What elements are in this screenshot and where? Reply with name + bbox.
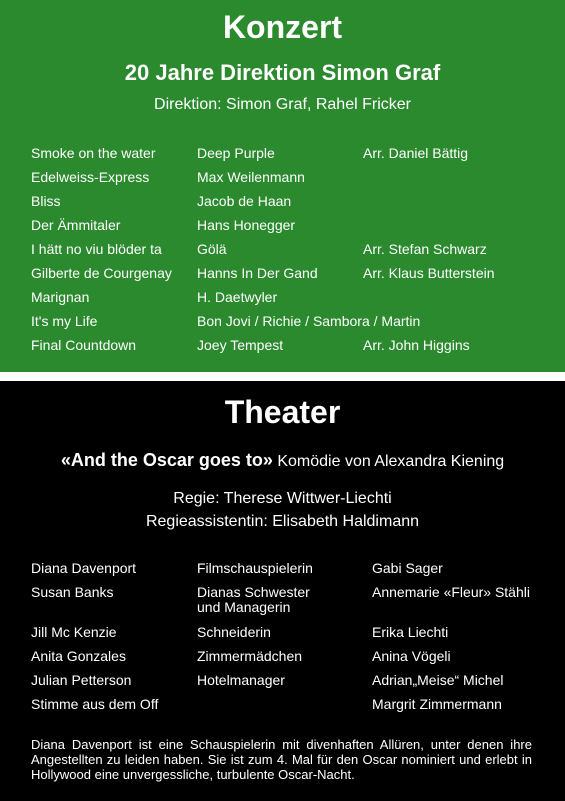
cast-role: Anita Gonzales bbox=[31, 648, 126, 664]
program-composer: Max Weilenmann bbox=[197, 169, 305, 185]
cast-description: Filmschauspielerin bbox=[197, 560, 313, 576]
program-piece: I hätt no viu blöder ta bbox=[31, 241, 162, 257]
play-subtitle: Komödie von Alexandra Kiening bbox=[277, 453, 505, 470]
cast-actor: Erika Liechti bbox=[372, 624, 449, 640]
cast-description: Schneiderin bbox=[197, 624, 271, 640]
cast-description: Hotelmanager bbox=[197, 672, 285, 688]
program-arranger: Arr. John Higgins bbox=[363, 337, 470, 353]
program-arranger: Arr. Daniel Bättig bbox=[363, 145, 469, 161]
theater-direction: Regie: Therese Wittwer-Liechti bbox=[173, 490, 392, 507]
program-composer: Hans Honegger bbox=[197, 217, 296, 233]
cast-role: Julian Petterson bbox=[31, 672, 132, 688]
program-piece: Final Countdown bbox=[31, 337, 137, 353]
concert-subtitle: 20 Jahre Direktion Simon Graf bbox=[124, 60, 441, 85]
concert-title: Konzert bbox=[222, 9, 343, 45]
cast-description: Zimmermädchen bbox=[197, 648, 303, 664]
cast-role: Susan Banks bbox=[31, 584, 114, 600]
program-piece: It's my Life bbox=[31, 313, 98, 329]
theater-assistant: Regieassistentin: Elisabeth Haldimann bbox=[145, 513, 420, 530]
program-composer: Bon Jovi / Richie / Sambora / Martin bbox=[197, 313, 421, 329]
program-piece: Smoke on the water bbox=[31, 145, 156, 161]
program-piece: Edelweiss-Express bbox=[31, 169, 150, 185]
play-synopsis: Diana Davenport ist eine Schauspielerin mit divenhaften Allüren, unter denen ihre Angestellten zu leiden haben. Sie ist zum 4. Mal für den Oscar nominiert und erlebt in Hollywood eine unvergessliche, turbulente Oscar-Nacht. bbox=[31, 737, 532, 782]
cast-actor: Gabi Sager bbox=[372, 560, 443, 576]
program-composer: Hanns In Der Gand bbox=[197, 265, 318, 281]
play-title: «And the Oscar goes to» bbox=[60, 450, 273, 470]
cast-role: Diana Davenport bbox=[31, 560, 137, 576]
program-composer: Joey Tempest bbox=[197, 337, 284, 353]
program-composer: H. Daetwyler bbox=[197, 289, 278, 305]
program-arranger: Arr. Stefan Schwarz bbox=[363, 241, 487, 257]
program-arranger: Arr. Klaus Butterstein bbox=[363, 265, 495, 281]
cast-actor: Margrit Zimmermann bbox=[372, 696, 502, 712]
cast-actor: Annemarie «Fleur» Stähli bbox=[372, 584, 530, 600]
program-composer: Gölä bbox=[197, 241, 227, 257]
concert-direction: Direktion: Simon Graf, Rahel Fricker bbox=[154, 96, 411, 113]
cast-description: Dianas Schwester bbox=[197, 584, 310, 600]
program-piece: Der Ämmitaler bbox=[31, 217, 121, 233]
program-composer: Jacob de Haan bbox=[197, 193, 292, 209]
play-heading bbox=[0, 450, 565, 471]
program-piece: Gilberte de Courgenay bbox=[31, 265, 172, 281]
theater-title: Theater bbox=[224, 394, 341, 430]
cast-role: Stimme aus dem Off bbox=[31, 696, 159, 712]
cast-description-line2: und Managerin bbox=[197, 599, 291, 615]
program-piece: Marignan bbox=[31, 289, 90, 305]
program-composer: Deep Purple bbox=[197, 145, 275, 161]
program-piece: Bliss bbox=[31, 193, 61, 209]
cast-actor: Adrian„Meise“ Michel bbox=[372, 672, 504, 688]
cast-role: Jill Mc Kenzie bbox=[31, 624, 117, 640]
section-divider bbox=[0, 372, 565, 381]
cast-actor: Anina Vögeli bbox=[372, 648, 451, 664]
